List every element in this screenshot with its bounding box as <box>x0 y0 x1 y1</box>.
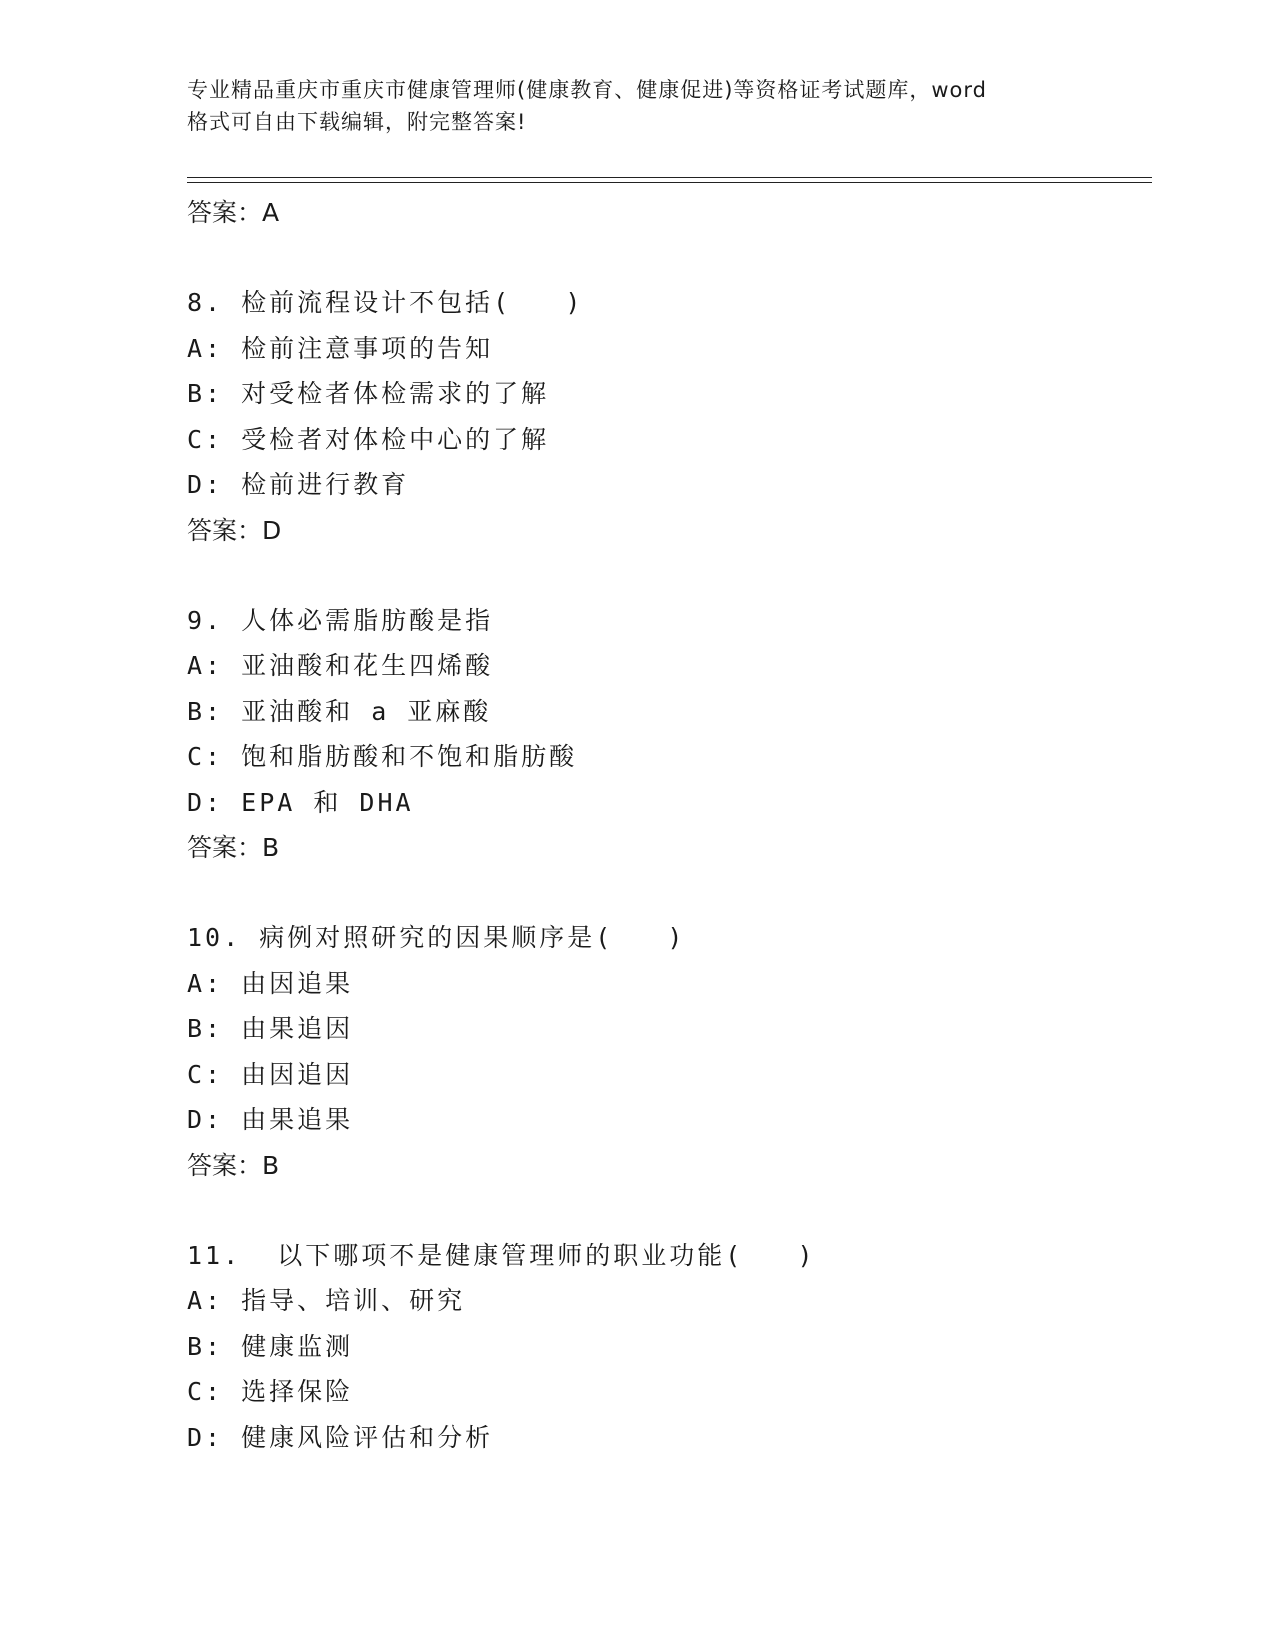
document-header <box>187 74 1087 138</box>
option-a: A: 由因追果 <box>187 968 354 998</box>
question-text: 10. 病例对照研究的因果顺序是( ) <box>187 923 686 952</box>
option-c: C: 由因追因 <box>187 1059 354 1089</box>
option-a: A: 指导、培训、研究 <box>187 1286 466 1315</box>
option-b: B: 亚油酸和 a 亚麻酸 <box>187 696 492 726</box>
answer-line: 答案：D <box>187 515 282 545</box>
question-list <box>187 190 1147 1460</box>
option-a: A: 检前注意事项的告知 <box>187 333 494 363</box>
option-b: B: 对受检者体检需求的了解 <box>187 379 550 408</box>
option-a: A: 亚油酸和花生四烯酸 <box>187 651 494 680</box>
option-b: B: 由果追因 <box>187 1014 354 1043</box>
question-block <box>187 1233 1147 1461</box>
question-block <box>187 915 1147 1189</box>
header-divider-bottom <box>187 182 1152 183</box>
option-b: B: 健康监测 <box>187 1331 354 1361</box>
option-d: D: 由果追果 <box>187 1105 354 1134</box>
question-text: 8. 检前流程设计不包括( ) <box>187 288 584 317</box>
question-text: 11. 以下哪项不是健康管理师的职业功能( ) <box>187 1240 816 1270</box>
option-c: C: 受检者对体检中心的了解 <box>187 424 550 454</box>
option-c: C: 选择保险 <box>187 1377 354 1406</box>
option-c: C: 饱和脂肪酸和不饱和脂肪酸 <box>187 742 578 771</box>
option-d: D: EPA 和 DHA <box>187 787 414 817</box>
answer-line: 答案：B <box>187 833 280 862</box>
answer-line: 答案：A <box>187 198 280 227</box>
header-line-2: 格式可自由下载编辑，附完整答案! <box>187 110 527 134</box>
option-d: D: 健康风险评估和分析 <box>187 1422 494 1452</box>
question-block <box>187 280 1147 554</box>
question-text: 9. 人体必需脂肪酸是指 <box>187 605 494 635</box>
header-line-1: 专业精品重庆市重庆市健康管理师(健康教育、健康促进)等资格证考试题库，word <box>187 78 988 102</box>
question-block <box>187 598 1147 872</box>
option-d: D: 检前进行教育 <box>187 470 410 499</box>
answer-line: 答案：B <box>187 1150 280 1180</box>
header-divider-top <box>187 177 1152 178</box>
